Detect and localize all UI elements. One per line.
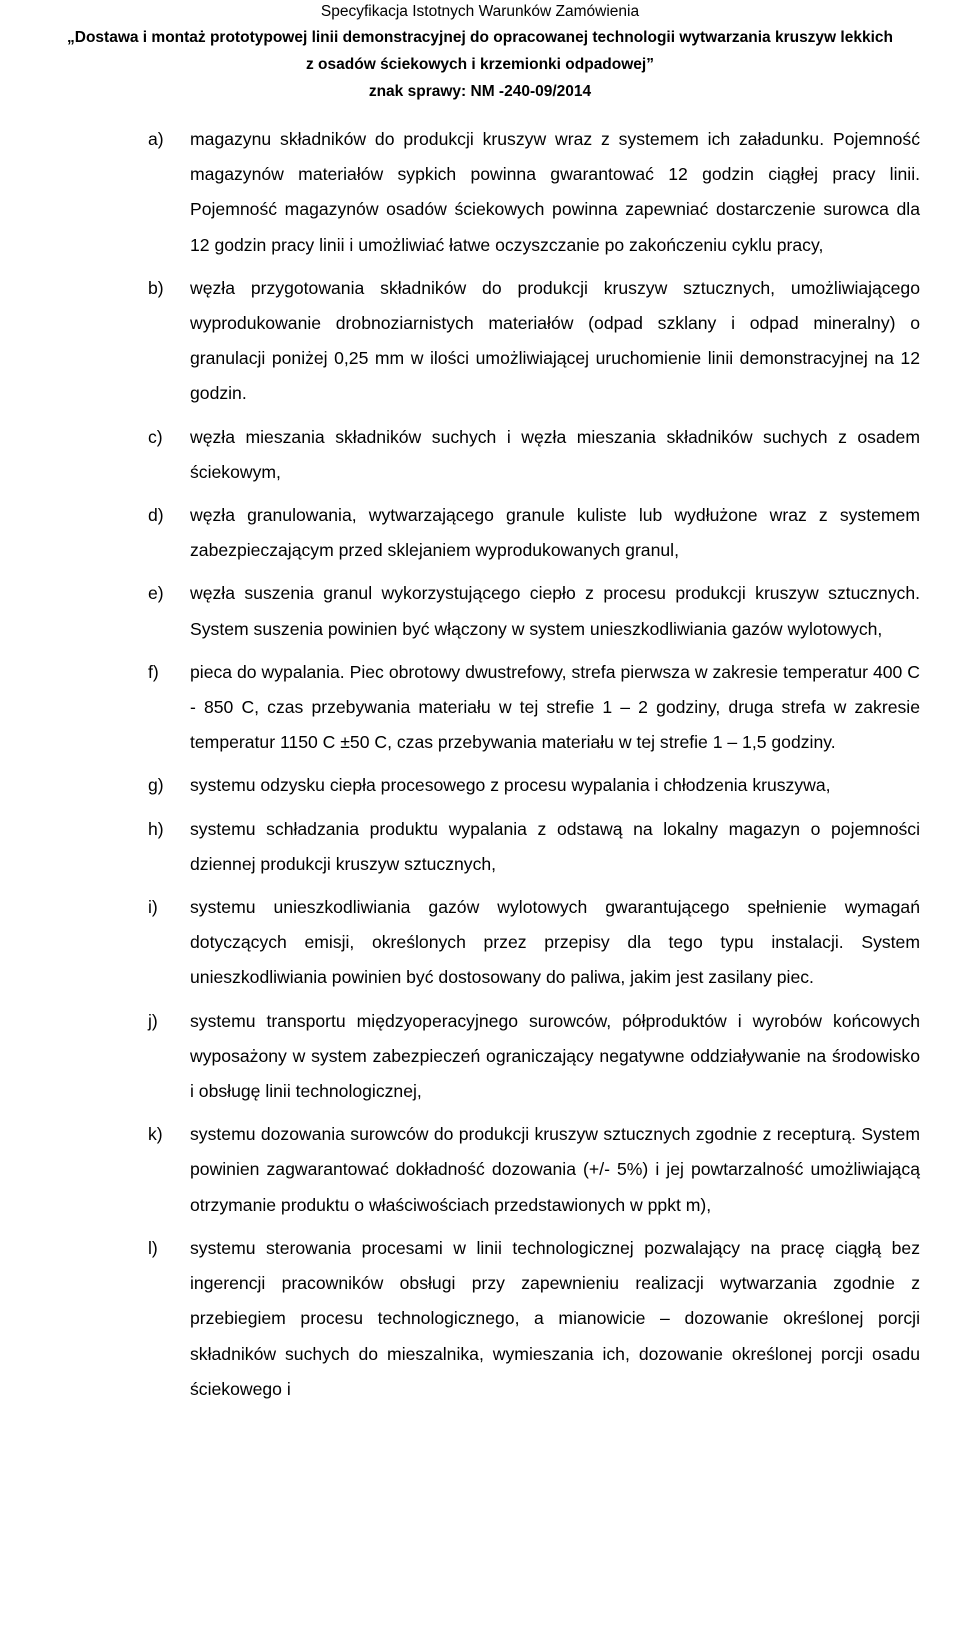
list-item-text: węzła przygotowania składników do produkcji kruszyw sztucznych, umożliwiającego wyprodukowanie drobnoziarnistych materiałów (odpad szklany i odpad mineralny) o granulacji poniżej 0,25 mm w ilości umożliwiającej uruchomienie linii demonstracyjnej na 12 godzin.: [190, 277, 920, 404]
list-item-text: węzła mieszania składników suchych i węzła mieszania składników suchych z osadem ściekowym,: [190, 426, 920, 482]
list-item: [148, 122, 920, 263]
list-item-marker: i): [148, 897, 158, 918]
list-item-marker: g): [148, 775, 164, 796]
list-item-text: systemu schładzania produktu wypalania z odstawą na lokalny magazyn o pojemności dziennej produkcji kruszyw sztucznych,: [190, 818, 920, 874]
list-item-text: systemu dozowania surowców do produkcji kruszyw sztucznych zgodnie z recepturą. System powinien zagwarantować dokładność dozowania (+/- 5%) i jej powtarzalność umożliwiającą otrzymanie produktu o właściwościach przedstawionych w ppkt m),: [190, 1124, 920, 1215]
list-item: [148, 420, 920, 490]
list-item-marker: d): [148, 505, 164, 526]
list-item-text: węzła granulowania, wytwarzającego granule kuliste lub wydłużone wraz z systemem zabezpieczającym przed sklejaniem wyprodukowanych granul,: [190, 505, 920, 561]
list-item-marker: e): [148, 583, 164, 604]
document-header: [0, 0, 960, 105]
header-spec-title: Specyfikacja Istotnych Warunków Zamówienia: [320, 3, 640, 20]
list-item-marker: l): [148, 1237, 158, 1258]
list-item-text: węzła suszenia granul wykorzystującego ciepło z procesu produkcji kruszyw sztucznych. System suszenia powinien być włączony w system unieszkodliwiania gazów wylotowych,: [190, 583, 920, 639]
list-item: [148, 498, 920, 568]
list-item-marker: h): [148, 818, 164, 839]
list-item: [148, 271, 920, 412]
case-number-label: znak sprawy:: [368, 83, 467, 100]
list-item-text: pieca do wypalania. Piec obrotowy dwustrefowy, strefa pierwsza w zakresie temperatur 400 C - 850 C, czas przebywania materiału w tej strefie 1 – 2 godziny, druga strefa w zakresie temperatur 1150 C ±50 C, czas przebywania materiału w tej strefie 1 – 1,5 godziny.: [190, 661, 920, 753]
list-item: [148, 890, 920, 996]
list-item-text: systemu odzysku ciepła procesowego z procesu wypalania i chłodzenia kruszywa,: [190, 775, 831, 796]
list-item-marker: f): [148, 661, 159, 682]
list-item: [148, 655, 920, 761]
list-item-marker: k): [148, 1124, 163, 1145]
list-item: [148, 768, 920, 803]
list-item-marker: j): [148, 1010, 158, 1031]
list-item-text: systemu sterowania procesami w linii technologicznej pozwalający na pracę ciągłą bez ingerencji pracowników obsługi przy zapewnieniu realizacji wytwarzania zgodnie z przebiegiem procesu technologicznego, a mianowicie – dozowanie określonej porcji składników suchych do mieszalnika, wymieszania ich, dozowanie określonej porcji osadu ściekowego i: [190, 1237, 920, 1399]
list-item: [148, 1231, 920, 1407]
list-item-text: magazynu składników do produkcji kruszyw wraz z systemem ich załadunku. Pojemność magazynów materiałów sypkich powinna gwarantować 12 godzin ciągłej pracy linii. Pojemność magazynów osadów ściekowych powinna zapewniać dostarczenie surowca dla 12 godzin pracy linii i umożliwiać łatwe oczyszczanie po zakończeniu cyklu pracy,: [190, 129, 920, 255]
case-number-value: NM -240-09/2014: [470, 83, 592, 100]
list-item-text: systemu unieszkodliwiania gazów wylotowych gwarantującego spełnienie wymagań dotyczących emisji, określonych przez przepisy dla tego typu instalacji. System unieszkodliwiania powinien być dostosowany do paliwa, jakim jest zasilany piec.: [190, 897, 920, 988]
list-item: [148, 1004, 920, 1110]
list-item-text: systemu transportu międzyoperacyjnego surowców, półproduktów i wyrobów końcowych wyposażony w system zabezpieczeń ograniczający negatywne oddziaływanie na środowisko i obsługę linii technologicznej,: [190, 1010, 920, 1102]
list-item-marker: b): [148, 277, 164, 298]
list-item-marker: c): [148, 426, 163, 447]
list-item-marker: a): [148, 129, 164, 149]
header-order-name-line1: „Dostawa i montaż prototypowej linii demonstracyjnej do opracowanej technologii wytwarzania kruszyw lekkich: [67, 29, 893, 46]
requirements-list: [148, 122, 920, 1415]
list-item: [148, 812, 920, 882]
header-order-name-line2: z osadów ściekowych i krzemionki odpadowej”: [306, 56, 654, 73]
list-item: [148, 576, 920, 646]
list-item: [148, 1117, 920, 1223]
header-case-number: [0, 78, 960, 105]
